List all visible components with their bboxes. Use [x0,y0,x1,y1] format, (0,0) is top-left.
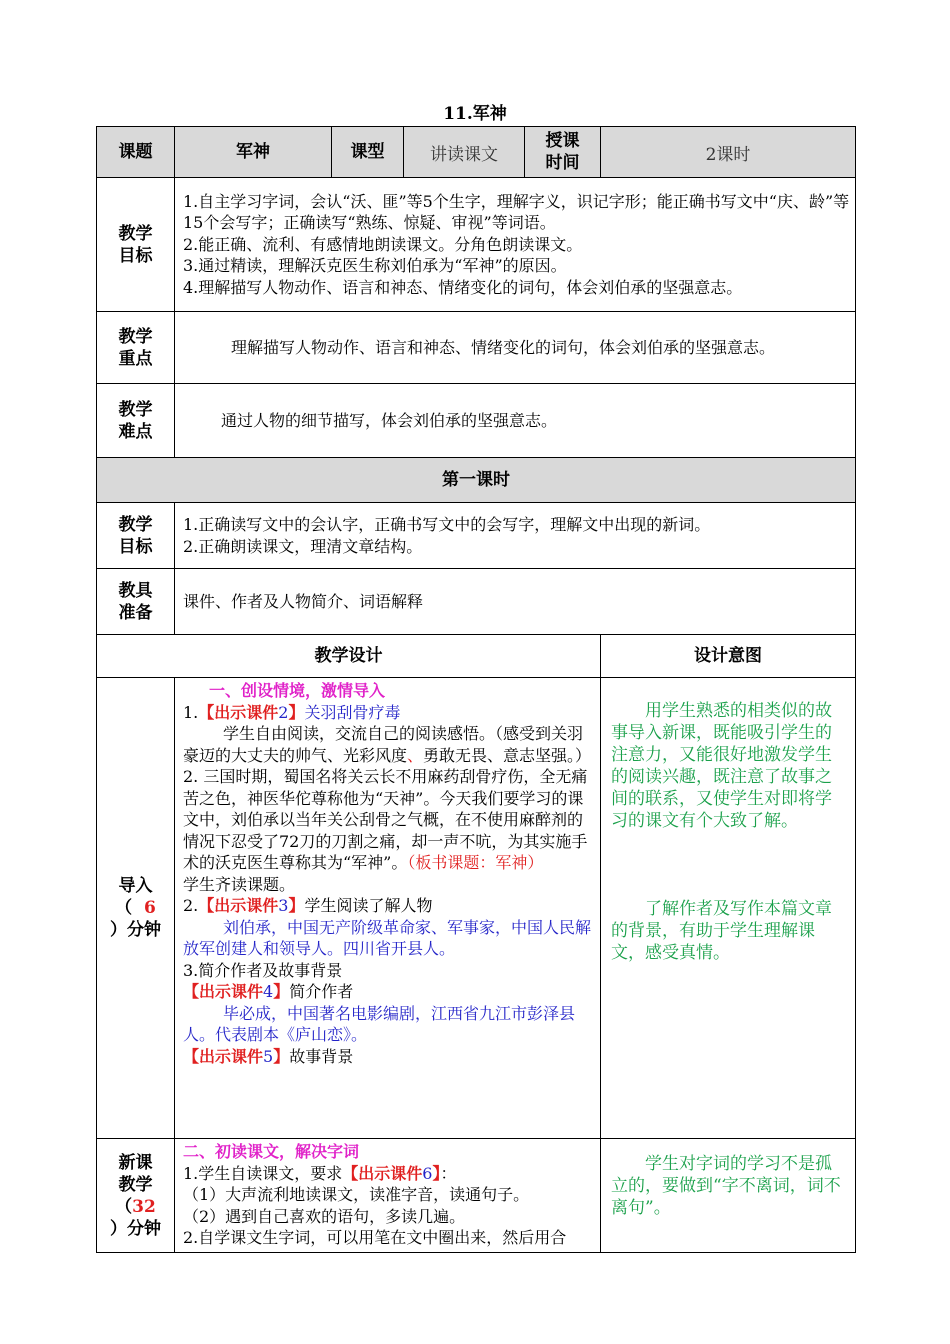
difficulty-text: 通过人物的细节描写，体会刘伯承的坚强意志。 [175,384,856,458]
newlesson-intent [601,1139,856,1253]
lesson-goal-line: 2.正确朗读课文，理清文章结构。 [183,536,423,556]
intro-content [175,678,601,1139]
courseware-tag-close: 】 [273,1046,290,1066]
intro-heading: 一、创设情境，激情导入 [209,681,386,700]
intro-side-line1: 导入 [118,876,153,896]
courseware-title: 故事背景 [289,1046,354,1066]
intro-side-line2 [97,897,174,919]
newlesson-row [97,1139,856,1253]
intro-step4 [183,895,596,917]
tools-text: 课件、作者及人物简介、词语解释 [175,569,856,635]
newlesson-p1 [183,1163,596,1185]
courseware-title: 简介作者 [289,982,354,1001]
courseware-tag: 【出示课件 [198,702,279,722]
newlesson-p4: 2.自学课文生字词，可以用笔在文中圈出来，然后用合 [183,1228,567,1247]
intro-step2-text: 2. 三国时期，蜀国名将关云长不用麻药刮骨疗伤，全无痛苦之色，神医华佗尊称他为“天神”。今天我们要学习的课文中，刘伯承以当年关公刮骨之气概，在不使用麻醉剂的情况下忍受了72刀的刀割之痛，却一声不吭，为其实施手术的沃克医生尊称其为“军神”。 [183,767,588,872]
courseware-num: 5 [263,1046,274,1066]
header-label-subject: 课题 [97,127,175,178]
newlesson-p2: （1）大声流利地读课文，读准字音，读通句子。 [183,1185,530,1204]
courseware-tag: 【出示课件 [342,1163,423,1183]
courseware-tag-close: 】 [432,1163,441,1183]
design-header-row [97,635,856,678]
header-row [97,127,856,178]
newlesson-side-label [97,1139,175,1253]
lesson-plan-table [96,126,856,1253]
goal-line: 4.理解描写人物动作、语言和神态、情绪变化的词句，体会刘伯承的坚强意志。 [183,277,743,297]
goals-label [97,178,175,312]
courseware-tag: 【出示课件 [198,896,279,915]
courseware-tag-close: 】 [273,982,290,1001]
newlesson-side-line3 [97,1196,174,1218]
difficulty-label-line2: 难点 [118,421,153,442]
tools-label [97,569,175,635]
header-label-time-line1: 授课 [545,131,580,151]
courseware-num: 6 [422,1163,433,1183]
difficulty-label [97,384,175,458]
header-value-subject: 军神 [175,127,332,178]
goals-content [175,178,856,312]
courseware-title: 关羽刮骨疗毒 [304,702,401,722]
document-title: 11.军神 [443,104,507,124]
newlesson-content [175,1139,601,1253]
intro-intent-2: 了解作者及写作本篇文章的背景，有助于学生理解课文，感受真情。 [611,899,832,963]
intro-step8: 毕必成，中国著名电影编剧，江西省九江市彭泽县人。代表剧本《庐山恋》。 [183,1003,576,1044]
lesson-goals-content [175,503,856,569]
newlesson-side-open: （ [115,1196,133,1217]
intro-step1-text-a: 学生自由阅读，交流自己的阅读感悟。（感受到关羽豪迈的大丈夫的帅气、光彩风度 [183,724,584,765]
newlesson-side-minutes: 32 [132,1196,156,1217]
tools-label-line1: 教具 [118,580,153,601]
goal-line: 2.能正确、流利、有感情地朗读课文。分角色朗读课文。 [183,234,583,254]
intro-side-open: （ [115,898,133,918]
focus-text: 理解描写人物动作、语言和神态、情绪变化的词句，体会刘伯承的坚强意志。 [175,312,856,384]
intro-row [97,678,856,1139]
intro-step6: 3.简介作者及故事背景 [183,960,343,980]
newlesson-heading: 二、初读课文，解决字词 [183,1142,360,1161]
first-lesson-row [97,458,856,503]
header-label-time [525,127,601,178]
design-header: 教学设计 [97,635,601,678]
intro-side-label [97,678,175,1139]
intro-intent [601,678,856,1139]
tools-row [97,569,856,635]
header-label-time-line2: 时间 [545,153,580,173]
lesson-goals-row [97,503,856,569]
courseware-num: 2 [278,702,289,722]
intro-side-minutes: 6 [144,898,156,918]
courseware-tag-close: 】 [288,896,305,915]
first-lesson-heading: 第一课时 [97,458,856,503]
intro-step1-text-b: 勇敢无畏、意志坚强。） [423,745,592,765]
intro-step5: 刘伯承，中国无产阶级革命家、军事家，中国人民解放军创建人和领导人。四川省开县人。 [183,917,592,958]
newlesson-side-line1: 新课 [118,1152,153,1173]
newlesson-p1-text: 1.学生自读课文，要求 [183,1163,343,1183]
goal-line: 1.自主学习字词，会认“沃、匪”等5个生字，理解字义，识记字形；能正确书写文中“庆、龄”等15个会写字；正确读写“熟练、惊疑、审视”等词语。 [183,191,850,233]
courseware-num: 3 [278,896,289,915]
intent-header: 设计意图 [601,635,856,678]
lesson-goals-label-line2: 目标 [118,536,153,557]
courseware-tag: 【出示课件 [183,982,264,1001]
focus-label-line1: 教学 [118,326,153,347]
newlesson-p3: （2）遇到自己喜欢的语句，多读几遍。 [183,1206,466,1226]
courseware-tag: 【出示课件 [183,1046,264,1066]
difficulty-row [97,384,856,458]
difficulty-label-line1: 教学 [118,399,153,420]
newlesson-intent-text: 学生对字词的学习不是孤立的，要做到“字不离词，词不离句”。 [611,1154,841,1218]
header-value-time: 2课时 [601,127,856,178]
goals-row [97,178,856,312]
lesson-goals-label-line1: 教学 [118,514,153,535]
focus-label [97,312,175,384]
header-value-type: 讲读课文 [404,127,525,178]
intro-step1-text-dot: 、 [407,745,424,765]
intro-side-line3: ）分钟 [110,920,161,940]
courseware-title: 学生阅读了解人物 [304,896,433,915]
goals-label-line2: 目标 [118,245,153,266]
focus-label-line2: 重点 [118,348,153,369]
intro-step9 [183,1046,596,1068]
intro-step3: 学生齐读课题。 [183,874,296,894]
intro-step2 [183,766,596,874]
intro-intent-1: 用学生熟悉的相类似的故事导入新课，既能吸引学生的注意力，又能很好地激发学生的阅读兴趣，既注意了故事之间的联系，又使学生对即将学习的课文有个大致了解。 [611,701,832,831]
lesson-goal-line: 1.正确读写文中的会认字，正确书写文中的会写字，理解文中出现的新词。 [183,515,711,534]
courseware-tag-close: 】 [288,702,305,722]
intro-step1-text [183,723,596,766]
goal-line: 3.通过精读，理解沃克医生称刘伯承为“军神”的原因。 [183,256,567,276]
focus-row [97,312,856,384]
intro-step1-num: 1. [183,702,199,722]
intro-step1 [183,702,596,724]
intro-step7 [183,981,596,1003]
intro-step4-num: 2. [183,896,199,915]
header-label-type: 课型 [332,127,404,178]
courseware-num: 4 [263,982,274,1001]
newlesson-side-line4: ）分钟 [110,1218,161,1239]
newlesson-p1-end: ： [440,1163,457,1183]
intro-board-note: （板书课题：军神） [407,853,544,872]
goals-label-line1: 教学 [118,223,153,244]
tools-label-line2: 准备 [118,602,153,623]
lesson-goals-label [97,503,175,569]
newlesson-side-line2: 教学 [118,1174,153,1195]
